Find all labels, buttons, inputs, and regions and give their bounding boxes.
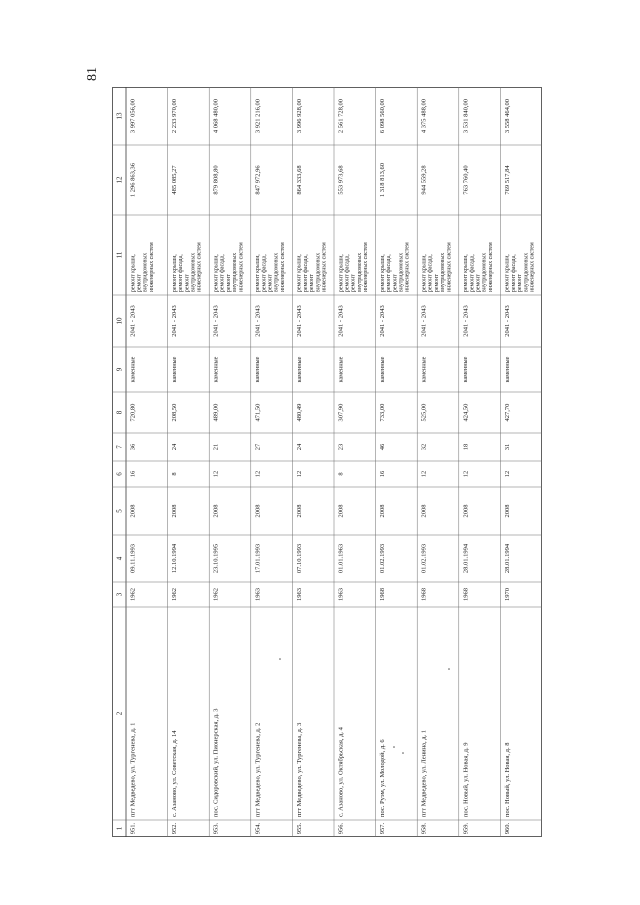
row-year-built: 1968 xyxy=(462,588,470,601)
row-address: пос. Сидоровский, ул. Пионерская, д. 3 xyxy=(212,708,220,817)
row-works-line: внутридомовых xyxy=(190,252,197,292)
row-works-line: ремонт xyxy=(136,274,143,292)
row-works-line: ремонт крыши, xyxy=(171,254,178,292)
row-wall-material: каменные xyxy=(503,356,511,383)
column-number: 7 xyxy=(115,445,124,449)
row-col7: 23 xyxy=(337,443,345,451)
row-address: с. Азаново, ул. Советская, д. 14 xyxy=(171,730,179,817)
row-address: пгт Медведево, ул. Ленина, д. 1 xyxy=(420,729,428,817)
data-table xyxy=(112,87,542,837)
row-wall-material: каменные xyxy=(129,356,137,383)
row-col6: 12 xyxy=(503,470,511,478)
row-cost-1: 1 318 813,60 xyxy=(379,162,387,198)
row-date: 01.02.1993 xyxy=(420,543,428,574)
row-area: 471,50 xyxy=(254,403,262,422)
column-number: 1 xyxy=(115,826,124,831)
row-cost-2: 4 068 480,00 xyxy=(212,98,220,134)
row-col6: 12 xyxy=(462,470,470,478)
row-col7: 31 xyxy=(503,443,511,451)
row-number: 958. xyxy=(420,822,428,835)
row-cost-2: 2 233 970,00 xyxy=(171,98,179,134)
row-works-line: внутридомовых xyxy=(481,252,488,292)
column-number: 13 xyxy=(115,112,124,120)
row-works-line: внутридомовых xyxy=(398,252,405,292)
row-works-line: ремонт фасада, xyxy=(261,254,268,292)
row-works-line: внутридомовых xyxy=(232,252,239,292)
row-works-line: ремонт крыши, xyxy=(338,254,345,292)
row-number: 959. xyxy=(462,822,470,835)
row-col7: 24 xyxy=(171,443,179,451)
row-number: 960. xyxy=(503,822,511,835)
row-date: 23.10.1995 xyxy=(212,543,220,574)
row-wall-material: каменные xyxy=(420,356,428,383)
row-works-line: внутридомовых xyxy=(315,252,322,292)
row-area: 208,50 xyxy=(171,403,179,422)
row-works-line: инженерных систем xyxy=(487,242,494,292)
row-period: 2041 - 2043 xyxy=(337,305,345,337)
row-area: 733,00 xyxy=(379,403,387,422)
row-address: пос. Новый, ул. Новая, д. 9 xyxy=(462,742,470,817)
row-wall-material: каменные xyxy=(295,356,303,383)
row-year-repair: 2008 xyxy=(212,504,220,518)
row-works-line: внутридомовых xyxy=(523,252,530,292)
row-col6: 12 xyxy=(295,470,303,478)
row-cost-2: 3 531 840,00 xyxy=(462,98,470,134)
row-works-line: ремонт фасада, xyxy=(427,254,434,292)
column-number: 2 xyxy=(115,711,124,716)
row-cost-1: 485 085,27 xyxy=(171,165,179,195)
row-cost-1: 763 760,40 xyxy=(462,165,470,195)
row-col6: 12 xyxy=(212,470,220,478)
row-cost-1: 553 973,68 xyxy=(337,165,345,195)
row-year-built: 1968 xyxy=(420,588,428,601)
row-address: пгт Медведево, ул. Тургенева, д. 2 xyxy=(254,722,262,817)
row-works-line: ремонт xyxy=(433,274,440,292)
row-col7: 27 xyxy=(254,443,262,451)
scan-speck xyxy=(448,668,450,670)
row-date: 28.01.1994 xyxy=(462,543,470,574)
row-cost-1: 769 517,84 xyxy=(503,165,511,195)
row-cost-1: 847 972,96 xyxy=(254,165,262,195)
column-number: 6 xyxy=(115,472,124,476)
row-year-built: 1968 xyxy=(379,588,387,601)
row-works-line: внутридомовых xyxy=(142,252,149,292)
row-area: 525,00 xyxy=(420,403,428,422)
row-col7: 24 xyxy=(295,443,303,451)
row-works-line: ремонт xyxy=(475,274,482,292)
row-col7: 21 xyxy=(212,443,220,451)
row-works-line: ремонт xyxy=(225,274,232,292)
row-date: 01.01.1963 xyxy=(337,543,345,574)
row-address: пгт Медведево, ул. Тургенева, д. 3 xyxy=(295,722,303,817)
row-works-line: внутридомовых xyxy=(356,252,363,292)
row-number: 954. xyxy=(254,822,262,835)
row-date: 07.10.1993 xyxy=(295,543,303,574)
row-col6: 8 xyxy=(171,472,179,476)
row-year-built: 1962 xyxy=(212,588,220,601)
row-year-repair: 2008 xyxy=(337,504,345,518)
row-area: 480,49 xyxy=(295,403,303,422)
row-period: 2041 - 2043 xyxy=(462,305,470,337)
row-works-line: ремонт фасада, xyxy=(469,254,476,292)
row-year-built: 1963 xyxy=(337,588,345,601)
row-col7: 32 xyxy=(420,443,428,451)
row-works-line: ремонт xyxy=(350,274,357,292)
row-works-line: инженерных систем xyxy=(321,242,328,292)
row-period: 2041 - 2043 xyxy=(420,305,428,337)
row-works-line: ремонт крыши, xyxy=(504,254,511,292)
row-wall-material: каменные xyxy=(379,356,387,383)
row-area: 424,50 xyxy=(462,403,470,422)
row-works-line: ремонт фасада, xyxy=(178,254,185,292)
column-number: 5 xyxy=(115,509,124,513)
row-works-line: ремонт крыши, xyxy=(379,254,386,292)
row-works-line: ремонт xyxy=(392,274,399,292)
row-year-built: 1962 xyxy=(129,588,137,601)
row-address: пгт Медведево, ул. Тургенева, д. 1 xyxy=(129,722,137,817)
row-address: пос. Новый, ул. Новая, д. 8 xyxy=(503,742,511,817)
row-works-line: ремонт фасада, xyxy=(386,254,393,292)
page-number-text: 81 xyxy=(85,67,100,81)
row-cost-2: 3 921 216,00 xyxy=(254,98,262,134)
column-number: 8 xyxy=(115,410,124,415)
row-area: 489,00 xyxy=(212,403,220,422)
row-works-line: внутридомовых xyxy=(273,252,280,292)
row-works-line: ремонт крыши, xyxy=(421,254,428,292)
row-works-line: ремонт крыши, xyxy=(213,254,220,292)
row-cost-1: 944 559,28 xyxy=(420,165,428,195)
row-number: 957. xyxy=(379,822,387,835)
row-works-line: инженерных систем xyxy=(148,242,155,292)
row-year-repair: 2008 xyxy=(254,504,262,518)
row-works-line: инженерных систем xyxy=(279,242,286,292)
row-period: 2041 - 2043 xyxy=(503,305,511,337)
row-year-built: 1970 xyxy=(503,588,511,601)
row-works-line: ремонт крыши, xyxy=(130,254,137,292)
row-wall-material: каменные xyxy=(171,356,179,383)
row-cost-2: 3 997 056,00 xyxy=(129,98,137,134)
row-works-line: ремонт xyxy=(184,274,191,292)
column-number: 12 xyxy=(115,176,124,184)
table-border xyxy=(113,88,542,837)
row-works-line: ремонт крыши, xyxy=(463,254,470,292)
row-area: 307,90 xyxy=(337,403,345,422)
row-cost-1: 879 808,80 xyxy=(212,165,220,195)
row-works-line: инженерных систем xyxy=(446,242,453,292)
row-wall-material: каменные xyxy=(337,356,345,383)
row-cost-2: 3 558 464,00 xyxy=(503,98,511,134)
row-col7: 18 xyxy=(462,443,470,451)
row-works-line: ремонт xyxy=(517,274,524,292)
row-year-repair: 2008 xyxy=(295,504,303,518)
row-date: 17.01.1993 xyxy=(254,543,262,574)
row-year-repair: 2008 xyxy=(462,504,470,518)
row-date: 09.11.1993 xyxy=(129,543,137,574)
row-address: с. Азаново, ул. Октябрьская, д. 4 xyxy=(337,727,345,817)
row-address: пос. Руэм, ул. Молодой, д. 6 xyxy=(379,739,387,817)
row-works-line: инженерных систем xyxy=(196,242,203,292)
row-col6: 8 xyxy=(337,472,345,476)
row-number: 953. xyxy=(212,822,220,835)
row-cost-2: 3 996 928,00 xyxy=(295,98,303,134)
row-number: 955. xyxy=(295,822,303,835)
row-works-line: ремонт xyxy=(267,274,274,292)
row-works-line: инженерных систем xyxy=(238,242,245,292)
row-period: 2041 - 2043 xyxy=(295,305,303,337)
row-col6: 16 xyxy=(379,470,387,478)
row-period: 2041 - 2043 xyxy=(379,305,387,337)
scan-speck xyxy=(393,746,395,748)
row-cost-2: 6 098 560,00 xyxy=(379,98,387,134)
row-cost-2: 4 375 488,00 xyxy=(420,98,428,134)
row-works-line: ремонт крыши, xyxy=(296,254,303,292)
row-col6: 16 xyxy=(129,470,137,478)
row-works-line: ремонт фасада, xyxy=(510,254,517,292)
scan-speck xyxy=(279,658,281,660)
row-date: 01.02.1993 xyxy=(379,543,387,574)
row-col6: 12 xyxy=(420,470,428,478)
column-number: 3 xyxy=(115,592,124,597)
row-number: 952. xyxy=(171,822,179,835)
row-date: 28.01.1994 xyxy=(503,543,511,574)
row-works-line: инженерных систем xyxy=(363,242,370,292)
row-wall-material: каменные xyxy=(254,356,262,383)
row-period: 2041 - 2043 xyxy=(171,305,179,337)
page-number xyxy=(82,60,104,88)
row-works-line: ремонт фасада, xyxy=(344,254,351,292)
scan-speck xyxy=(402,752,404,754)
row-year-repair: 2008 xyxy=(503,504,511,518)
row-year-built: 1963 xyxy=(295,588,303,601)
row-cost-2: 2 561 728,00 xyxy=(337,98,345,134)
row-wall-material: каменные xyxy=(462,356,470,383)
row-col7: 46 xyxy=(379,443,387,451)
row-number: 956. xyxy=(337,822,345,835)
row-date: 12.10.1994 xyxy=(171,543,179,574)
row-wall-material: каменные xyxy=(212,356,220,383)
row-works-line: инженерных систем xyxy=(529,242,536,292)
row-year-repair: 2008 xyxy=(420,504,428,518)
row-year-repair: 2008 xyxy=(129,504,137,518)
row-period: 2041 - 2043 xyxy=(129,305,137,337)
row-col6: 12 xyxy=(254,470,262,478)
column-number: 11 xyxy=(115,251,124,259)
row-works-line: инженерных систем xyxy=(404,242,411,292)
row-cost-1: 864 333,68 xyxy=(295,165,303,195)
row-works-line: ремонт фасада, xyxy=(219,254,226,292)
column-number: 9 xyxy=(115,367,124,372)
row-cost-1: 1 296 863,36 xyxy=(129,162,137,198)
row-period: 2041 - 2043 xyxy=(254,305,262,337)
row-works-line: ремонт крыши, xyxy=(255,254,262,292)
row-year-repair: 2008 xyxy=(379,504,387,518)
row-works-line: ремонт xyxy=(309,274,316,292)
row-area: 720,80 xyxy=(129,403,137,422)
row-number: 951. xyxy=(129,822,137,835)
column-number: 10 xyxy=(115,317,124,325)
row-year-built: 1962 xyxy=(171,588,179,601)
row-year-built: 1963 xyxy=(254,588,262,601)
row-works-line: внутридомовых xyxy=(440,252,447,292)
rotated-table xyxy=(112,87,542,837)
row-year-repair: 2008 xyxy=(171,504,179,518)
row-works-line: ремонт фасада, xyxy=(302,254,309,292)
row-period: 2041 - 2043 xyxy=(212,305,220,337)
row-col7: 36 xyxy=(129,443,137,451)
column-number: 4 xyxy=(115,556,124,561)
row-area: 427,70 xyxy=(503,403,511,422)
